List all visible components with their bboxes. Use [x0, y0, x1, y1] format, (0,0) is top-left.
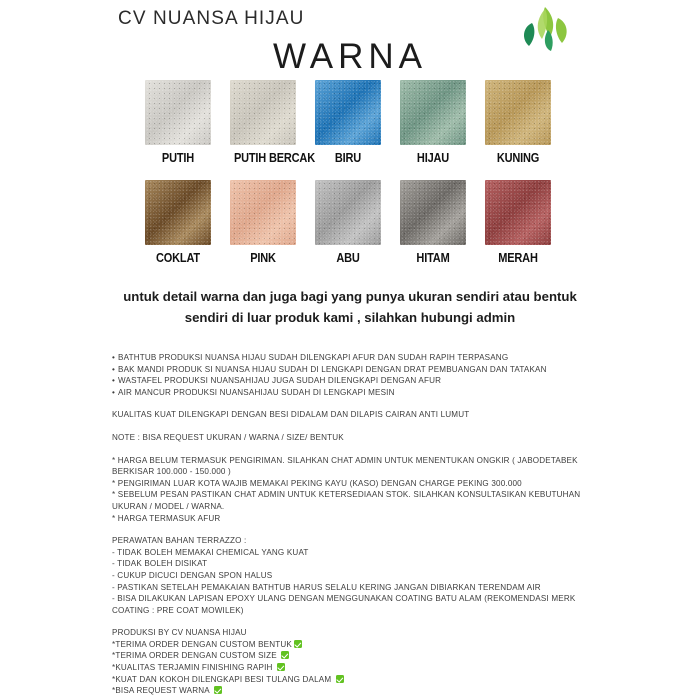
feature-check-line	[112, 685, 612, 697]
swatch-label: ABU	[336, 251, 360, 265]
callout-text	[96, 286, 604, 328]
swatch-chip	[485, 80, 551, 145]
swatch-coklat[interactable]	[145, 180, 211, 265]
callout-line-1: untuk detail warna dan juga bagi yang punya ukuran sendiri atau bentuk	[123, 289, 577, 304]
shipping-line: UKURAN / MODEL / WARNA.	[112, 501, 225, 511]
swatch-label: COKLAT	[156, 251, 200, 265]
feature-check-text: *BISA REQUEST WARNA	[112, 686, 212, 696]
feature-check-text: *KUALITAS TERJAMIN FINISHING RAPIH	[112, 663, 275, 673]
shipping-line: * HARGA BELUM TERMASUK PENGIRIMAN. SILAHKAN CHAT ADMIN UNTUK MENENTUKAN ONGKIR ( JABODETABEK	[112, 455, 578, 465]
care-title: PERAWATAN BAHAN TERRAZZO :	[112, 536, 247, 546]
note-line: NOTE : BISA REQUEST UKURAN / WARNA / SIZE/ BENTUK	[112, 432, 344, 442]
color-swatch-grid	[0, 80, 700, 280]
swatch-chip	[400, 80, 466, 145]
check-icon	[214, 686, 222, 694]
swatch-putih[interactable]	[145, 80, 211, 165]
shipping-line: * SEBELUM PESAN PASTIKAN CHAT ADMIN UNTUK KETERSEDIAAN STOK. SILAHKAN KONSULTASIKAN KEBUTUHAN	[112, 490, 581, 500]
swatch-row-2	[0, 180, 700, 280]
swatch-label: PUTIH BERCAK	[233, 151, 315, 165]
swatch-chip	[400, 180, 466, 245]
feature-check-text: *TERIMA ORDER DENGAN CUSTOM BENTUK	[112, 639, 293, 649]
swatch-chip	[315, 180, 381, 245]
care-line: - TIDAK BOLEH DISIKAT	[112, 559, 208, 569]
shipping-line: BERKISAR 100.000 - 150.000 )	[112, 467, 231, 477]
check-icon	[336, 675, 344, 683]
swatch-biru[interactable]	[315, 80, 381, 165]
swatch-label: PINK	[250, 251, 276, 265]
feature-bullet: • BAK MANDI PRODUK SI NUANSA HIJAU SUDAH DI LENGKAPI DENGAN DRAT PEMBUANGAN DAN TATAKAN	[112, 364, 612, 376]
quality-line: KUALITAS KUAT DILENGKAPI DENGAN BESI DIDALAM DAN DILAPIS CAIRAN ANTI LUMUT	[112, 410, 470, 420]
shipping-line: * PENGIRIMAN LUAR KOTA WAJIB MEMAKAI PEKING KAYU (KASO) DENGAN CHARGE PEKING 300.000	[112, 478, 522, 488]
care-line: - BISA DILAKUKAN LAPISAN EPOXY ULANG DENGAN MENGGUNAKAN COATING BATU ALAM (REKOMENDASI MERK	[112, 594, 576, 604]
swatch-merah[interactable]	[485, 180, 551, 265]
care-line: - CUKUP DICUCI DENGAN SPON HALUS	[112, 570, 273, 580]
feature-check-text: *KUAT DAN KOKOH DILENGKAPI BESI TULANG DALAM	[112, 674, 334, 684]
swatch-hitam[interactable]	[400, 180, 466, 265]
swatch-row-1	[0, 80, 700, 180]
page-title: WARNA	[273, 37, 427, 76]
feature-check-line	[112, 639, 612, 651]
swatch-chip	[230, 80, 296, 145]
swatch-chip	[485, 180, 551, 245]
brand-title: CV NUANSA HIJAU	[118, 8, 305, 29]
swatch-putih-bercak[interactable]	[230, 80, 315, 165]
feature-check-line	[112, 650, 612, 662]
swatch-label: HITAM	[416, 251, 450, 265]
swatch-chip	[145, 180, 211, 245]
feature-check-text: *TERIMA ORDER DENGAN CUSTOM SIZE	[112, 651, 280, 661]
check-icon	[281, 651, 289, 659]
feature-bullet: • BATHTUB PRODUKSI NUANSA HIJAU SUDAH DILENGKAPI AFUR DAN SUDAH RAPIH TERPASANG	[112, 352, 612, 364]
swatch-label: MERAH	[498, 251, 538, 265]
feature-bullet: • WASTAFEL PRODUKSI NUANSAHIJAU JUGA SUDAH DILENGKAPI DENGAN AFUR	[112, 375, 612, 387]
swatch-abu[interactable]	[315, 180, 381, 265]
check-icon	[277, 663, 285, 671]
feature-bullet: • AIR MANCUR PRODUKSI NUANSAHIJAU SUDAH DI LENGKAPI MESIN	[112, 387, 612, 399]
care-line: - TIDAK BOLEH MEMAKAI CHEMICAL YANG KUAT	[112, 547, 309, 557]
feature-check-line	[112, 662, 612, 674]
feature-check-line	[112, 674, 612, 686]
swatch-kuning[interactable]	[485, 80, 551, 165]
swatch-label: HIJAU	[416, 151, 450, 165]
swatch-label: KUNING	[496, 151, 540, 165]
swatch-pink[interactable]	[230, 180, 296, 265]
swatch-chip	[145, 80, 211, 145]
shipping-line: * HARGA TERMASUK AFUR	[112, 513, 221, 523]
check-icon	[294, 640, 302, 648]
care-line: - PASTIKAN SETELAH PEMAKAIAN BATHTUB HARUS SELALU KERING JANGAN DIBIARKAN TERENDAM AIR	[112, 582, 541, 592]
produksi-title: PRODUKSI BY CV NUANSA HIJAU	[112, 628, 247, 638]
swatch-chip	[315, 80, 381, 145]
swatch-hijau[interactable]	[400, 80, 466, 165]
body-copy	[112, 352, 612, 697]
care-line: COATING : PRE COAT MOWILEK)	[112, 605, 244, 615]
swatch-chip	[230, 180, 296, 245]
callout-line-2: sendiri di luar produk kami , silahkan hubungi admin	[184, 310, 516, 325]
swatch-label: PUTIH	[161, 151, 195, 165]
swatch-label: BIRU	[334, 151, 362, 165]
